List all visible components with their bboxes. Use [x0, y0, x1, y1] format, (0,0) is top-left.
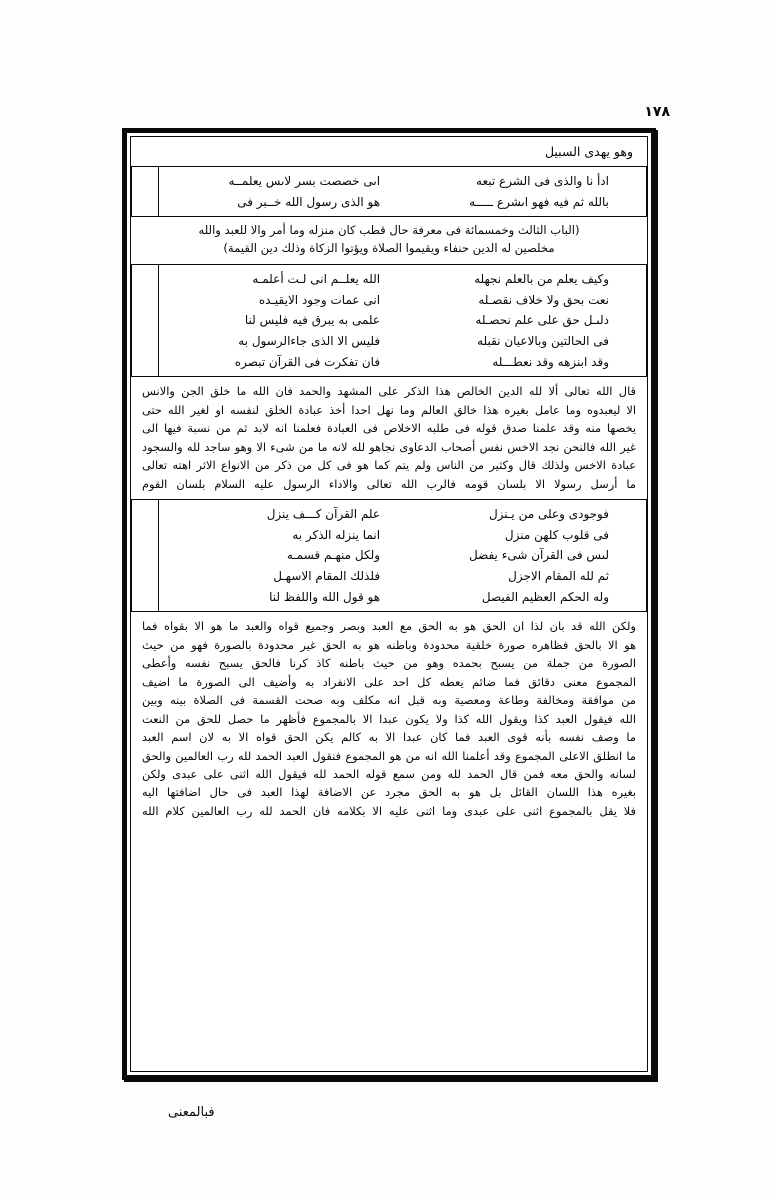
verse-line: هو الذى رسول الله خــبر فى	[237, 194, 381, 209]
verse-line: وكيف يعلم من بالعلم نجهله	[474, 272, 609, 287]
verse-table-2-gutter-left	[616, 265, 647, 376]
verse-table-3-right-column	[158, 500, 387, 611]
verse-line: فى الحالتين وبالاعيان نقبله	[477, 334, 609, 349]
verse-line: انما ينزله الذكر به	[292, 527, 381, 542]
catchword: فبالمعنى	[168, 1105, 215, 1120]
verse-table-1	[131, 167, 647, 217]
verse-line: انى عمات وجود الايقيـده	[258, 292, 381, 307]
verse-line: وقد ابنزهه وقد نعطـــله	[492, 354, 609, 369]
verse-table-2-left-column	[387, 265, 616, 376]
verse-line: هو قول الله واللفظ لنا	[269, 589, 381, 604]
chapter-heading-line-1: (الباب الثالث وخمسمائة فى معرفة حال قطب كان منزله وما أمر والا للعبد والله	[198, 223, 580, 238]
prose-line: بغيره هذا اللسان القائل بل هو به الحق مجرد عن الاضافة لهذا العبد فى حال اضافتها اليه	[142, 785, 636, 800]
prose-line: فلا يقل بالمجموع اثنى على عبدى وما اثنى عليه الا بكلامه فان الحمد لله رب العالمين كلام الله	[142, 803, 636, 818]
prose-line: ما وصف نفسه بأنه قوى العبد فما كان عبدا الا به كالم يكن الحق قواه الا به لان اسم العبد	[142, 730, 636, 745]
page-number: ١٧٨	[644, 104, 670, 120]
verse-line: الله يعلــم انى لـت أعلمـه	[252, 272, 381, 287]
prose-line: لسانه والحق معه فمن قال الحمد لله ومن سمع قوله الحمد لله فيقول الله اثنى على عبدى ولكن	[142, 767, 636, 781]
chapter-heading	[131, 217, 647, 265]
verse-line: اىى خصصت بسر لاىس يعلمــه	[228, 174, 381, 188]
verse-line: فلذلك المقام الاسهـل	[273, 569, 381, 583]
prose-line: الصورة من جملة من يسبح بحمده وهو من حيث باطنه كاذ كرنا فالحق يسبح نفسه وأعطى	[142, 656, 636, 671]
prose-line: الا ليعبدوه وما عامل بغيره هذا خالق العالم وما نهل احدا أخذ عبادة الخلق لنفسه او لغير الله حتى	[142, 402, 636, 417]
prose-line: يخصها منه وقد علمنا صدق قوله فى طلبه الاخلاص فى العبادة فعلمنا انه لابد ثم من نسبة فيها الى	[142, 421, 636, 436]
verse-table-2-right-column	[158, 265, 387, 376]
verse-table-3-gutter-right	[131, 500, 158, 611]
frame-bottom-spacer	[131, 826, 647, 1071]
running-header	[131, 137, 647, 167]
prose-line: ما انطلق الاعلى المجموع وقد أعلمنا الله انه من هو المجموع فنقول العبد الحمد لله رب العالمين والحق	[142, 748, 636, 763]
verse-line: بالله ثم فيه فهو اىشرع ـــــه	[469, 194, 609, 209]
verse-line: علمى به يبرق فيه فليس لنا	[244, 313, 381, 328]
verse-table-1-gutter-left	[616, 167, 647, 216]
verse-table-1-left-column	[387, 167, 616, 216]
verse-line: فوجودى وعلى من يـنزل	[488, 507, 609, 522]
prose-line: غير الله فالنحن نجد الاخس نفس أصحاب الدعاوى نجاهو لله لانه ما من شىء الا وهو ساجد لله والسجود	[142, 439, 636, 454]
prose-line: هو الا بالحق فظاهره صورة خلقية محدودة وباطنه هو به الحق غير محدودة بالصورة فهو من حيث	[142, 637, 636, 652]
prose-line: الله فيقول العبد كذا ويقول الله كذا ولا يكون عبدا الا بالمجموع فأظهر ما حصل للحق من النعت	[142, 711, 636, 726]
verse-table-3	[131, 500, 647, 612]
verse-table-1-gutter-right	[131, 167, 158, 216]
verse-table-1-right-column	[158, 167, 387, 216]
verse-table-2-gutter-right	[131, 265, 158, 376]
prose-line: المجموع معنى دقائق فما ضائم يعطه كل احد على الانفراد به وأضيف الى الصورة ما اضيف	[142, 674, 636, 689]
verse-table-2	[131, 265, 647, 377]
verse-table-3-left-column	[387, 500, 616, 611]
prose-line: عبادة الاخس ولذلك قال وكثير من الناس ولم يتم كما هو فى كل من ذكر من الانواع الاثر اهته تعالى	[142, 458, 636, 473]
verse-line: وله الحكم العظيم الفيصل	[481, 589, 609, 604]
verse-line: فان تفكرت فى القرآن تبصره	[234, 354, 381, 369]
verse-line: نعت بحق ولا خلاف نقصـله	[478, 292, 609, 307]
running-header-text: وهو يهدى السبيل	[544, 144, 633, 159]
prose-line: ما أرسل رسولا الا بلسان قومه فالرب الله تعالى والاداء الرسول عليه السلام بلسان القوم	[142, 476, 636, 491]
verse-line: علم القرآن كـــف ينزل	[266, 507, 381, 522]
verse-line: ادأ نا والذى فى الشرع تبعه	[476, 174, 609, 188]
verse-line: دلىـل حق على علم نحصـله	[475, 313, 609, 328]
prose-block-1	[131, 377, 647, 500]
verse-line: لىس فى القرآن شىء يفضل	[468, 548, 609, 563]
prose-line: ولكن الله قد بان لذا ان الحق هو به الحق مع العبد وبصر وجميع قواه والعبد ما هو الا بقواه فما	[142, 619, 636, 634]
prose-line: من موافقة ومخالفة وطاعة ومعصية وبه قبل انه مكلف وبه صحت القسمة فى الصلاة بينه وبين	[142, 693, 636, 708]
page-frame-inner	[130, 136, 648, 1072]
verse-line: فى قلوب كلهن منزل	[504, 527, 609, 542]
verse-line: ولكل منهـم قسمـه	[286, 548, 381, 563]
verse-line: ثم لله المقام الاجزل	[508, 569, 609, 583]
prose-block-2	[131, 612, 647, 826]
chapter-heading-line-2: مخلصين له الدين حنفاء ويقيموا الصلاة ويؤتوا الزكاة وذلك دين القيمة)	[223, 241, 555, 256]
verse-table-3-gutter-left	[616, 500, 647, 611]
verse-line: فليس الا الذى جاءالرسول به	[238, 334, 381, 349]
prose-line: قال الله تعالى ألا لله الدين الخالص هذا الذكر على المشهد والحمد فان الله ما خلق الجن والانس	[142, 384, 636, 399]
page-frame	[122, 128, 656, 1080]
